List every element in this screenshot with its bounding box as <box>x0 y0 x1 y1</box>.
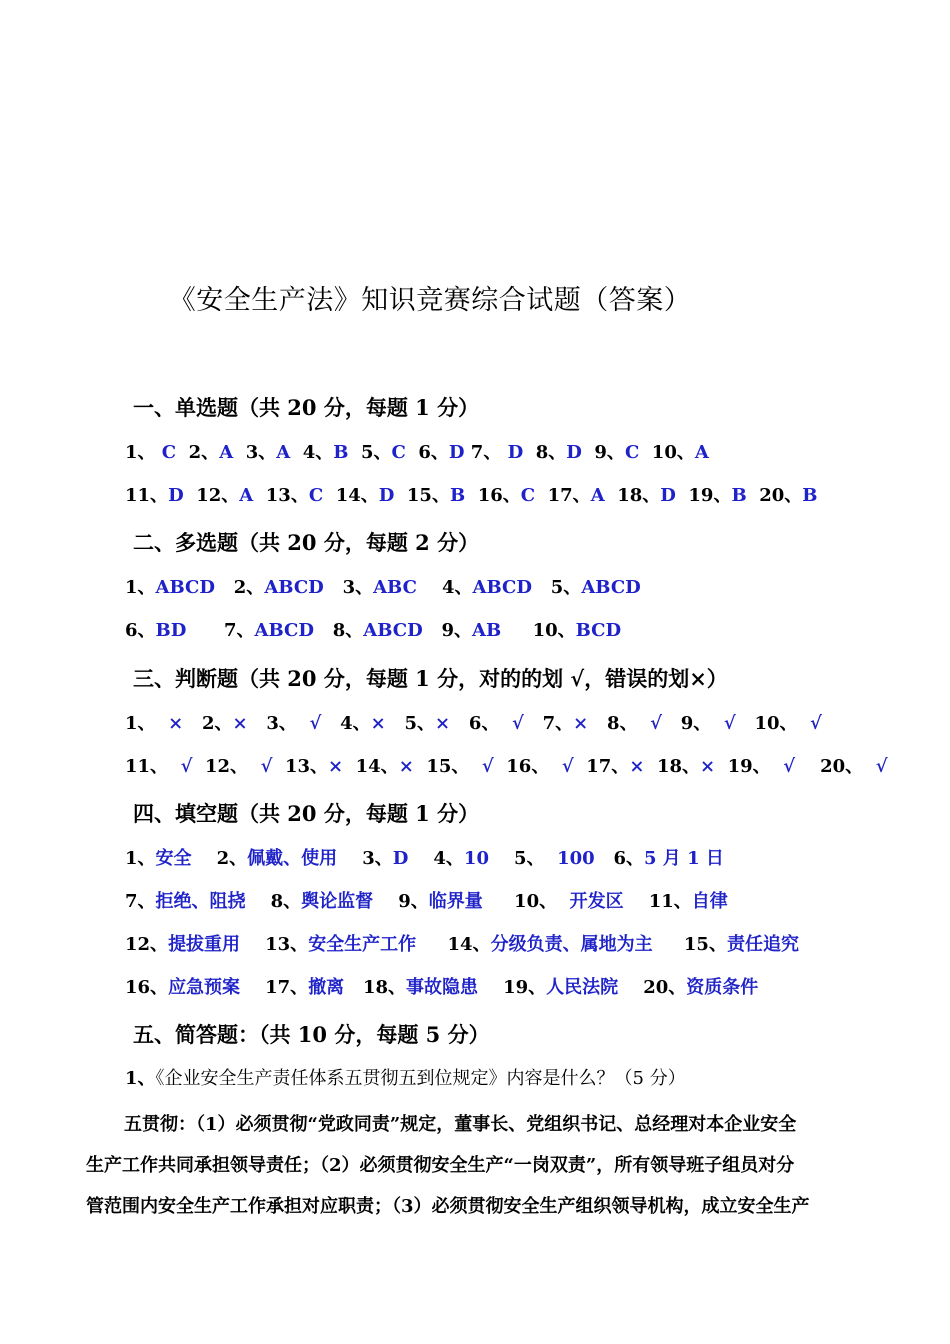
item-number: 6、 <box>405 442 449 463</box>
item-number: 9、 <box>422 620 473 641</box>
answer-value: D <box>448 442 465 463</box>
item-number: 14、 <box>343 756 399 777</box>
answer-value: A <box>219 442 234 463</box>
answer-value: ABCD <box>363 620 423 641</box>
answer-value: 应急预案 <box>168 977 241 998</box>
section-short-answer-heading: 五、简答题：（共 10 分，每题 5 分） <box>133 1022 490 1047</box>
answer-value: D <box>507 442 524 463</box>
true-false-row <box>125 752 888 778</box>
answer-value: √ <box>650 713 662 734</box>
multi-choice-row <box>125 573 641 599</box>
answer-value: 人民法院 <box>546 977 619 998</box>
fill-blank-row <box>125 973 758 999</box>
item-number: 7、 <box>125 891 156 912</box>
answer-paragraph <box>86 1104 866 1227</box>
item-number: 6、 <box>450 713 512 734</box>
answer-value: √ <box>511 713 524 734</box>
answer-value: √ <box>309 713 322 734</box>
answer-value: 事故隐患 <box>406 977 479 998</box>
item-number: 5、 <box>531 577 582 598</box>
multi-choice-row <box>125 616 621 642</box>
answer-value: C <box>308 485 324 506</box>
answer-value: D <box>168 485 184 506</box>
answer-value: ABCD <box>155 577 215 598</box>
item-number: 13、 <box>240 934 309 955</box>
item-number: 3、 <box>323 577 374 598</box>
item-number: 4、 <box>290 442 334 463</box>
item-number: 19、 <box>715 756 784 777</box>
item-number: 13、 <box>253 485 309 506</box>
answer-value: 资质条件 <box>686 977 759 998</box>
question-number: 1、 <box>125 1068 156 1089</box>
item-number: 9、 <box>373 891 429 912</box>
item-number: 3、 <box>337 848 393 869</box>
answer-value: √ <box>481 756 494 777</box>
answer-value: BCD <box>575 620 622 641</box>
item-number: 7、 <box>523 713 574 734</box>
item-number: 8、 <box>588 713 651 734</box>
answer-value: × <box>328 756 344 777</box>
answer-value: × <box>629 756 645 777</box>
answer-line: 生产工作共同承担领导责任；（2）必须贯彻安全生产“一岗双责”，所有领导班子组员对分 <box>86 1155 795 1176</box>
item-number: 6、 <box>125 620 156 641</box>
short-answer-question <box>125 1064 686 1090</box>
answer-value: 提拔重用 <box>168 934 241 955</box>
answer-value: × <box>370 713 386 734</box>
item-number: 11、 <box>125 485 169 506</box>
answer-value: D <box>566 442 582 463</box>
single-choice-row <box>125 438 709 464</box>
answer-value: ABCD <box>472 577 532 598</box>
item-number: 14、 <box>416 934 491 955</box>
section-single-choice-heading: 一、单选题（共 20 分，每题 1 分） <box>133 395 480 420</box>
section-multi-choice-heading: 二、多选题（共 20 分，每题 2 分） <box>133 530 480 555</box>
answer-value: B <box>731 485 747 506</box>
item-number: 1、 <box>125 848 156 869</box>
item-number: 2、 <box>183 713 233 734</box>
item-number: 1、 <box>125 713 169 734</box>
answer-value: × <box>168 713 184 734</box>
answer-value: C <box>520 485 536 506</box>
answer-value: A <box>590 485 605 506</box>
item-number: 17、 <box>535 485 591 506</box>
answer-value: √ <box>180 756 193 777</box>
item-number: 19、 <box>675 485 732 506</box>
answer-value: BD <box>155 620 187 641</box>
item-number: 9、 <box>661 713 724 734</box>
item-number: 15、 <box>652 934 727 955</box>
item-number: 1、 <box>125 442 162 463</box>
item-number: 5、 <box>488 848 558 869</box>
item-number: 10、 <box>639 442 695 463</box>
item-number: 8、 <box>523 442 567 463</box>
answer-value: 安全生产工作 <box>308 934 417 955</box>
single-choice-row <box>125 481 817 507</box>
item-number: 8、 <box>245 891 302 912</box>
answer-value: A <box>276 442 291 463</box>
answer-value: D <box>392 848 409 869</box>
answer-line: 五贯彻：（1）必须贯彻“党政同责”规定，董事长、党组织书记、总经理对本企业安全 <box>124 1114 797 1135</box>
answer-value: 10 <box>463 848 489 869</box>
answer-value: 分级负责、属地为主 <box>490 934 653 955</box>
true-false-row <box>125 709 822 735</box>
item-number: 10、 <box>501 620 576 641</box>
answer-value: 佩戴、使用 <box>247 848 338 869</box>
item-number: 8、 <box>313 620 364 641</box>
answer-value: C <box>391 442 406 463</box>
answer-value: 责任追究 <box>726 934 799 955</box>
answer-value: √ <box>810 713 822 734</box>
answer-value: D <box>378 485 395 506</box>
item-number: 2、 <box>191 848 248 869</box>
section-fill-blank-heading: 四、填空题（共 20 分，每题 1 分） <box>133 801 480 826</box>
answer-value: ABCD <box>264 577 324 598</box>
section-true-false-heading: 三、判断题（共 20 分，每题 1 分，对的的划 √，错误的划×） <box>133 666 728 691</box>
item-number: 4、 <box>408 848 464 869</box>
item-number: 20、 <box>795 756 876 777</box>
answer-value: × <box>700 756 716 777</box>
fill-blank-row <box>125 887 728 913</box>
answer-value: AB <box>472 620 502 641</box>
answer-line: 管范围内安全生产工作承担对应职责；（3）必须贯彻安全生产组织领导机构，成立安全生产 <box>86 1196 810 1217</box>
question-text: 《企业安全生产责任体系五贯彻五到位规定》内容是什么？（5 分） <box>155 1068 686 1089</box>
item-number: 10、 <box>735 713 811 734</box>
item-number: 6、 <box>594 848 645 869</box>
item-number: 7、 <box>464 442 508 463</box>
item-number: 18、 <box>604 485 661 506</box>
answer-value: √ <box>875 756 888 777</box>
item-number: 12、 <box>125 934 169 955</box>
answer-value: √ <box>260 756 273 777</box>
item-number: 16、 <box>125 977 169 998</box>
item-number: 15、 <box>394 485 450 506</box>
item-number: 18、 <box>344 977 407 998</box>
answer-value: × <box>232 713 248 734</box>
item-number: 12、 <box>192 756 261 777</box>
answer-value: C <box>161 442 177 463</box>
answer-value: 100 <box>557 848 595 869</box>
document-title: 《安全生产法》知识竞赛综合试题（答案） <box>168 285 692 316</box>
answer-value: 5 月 1 日 <box>644 848 724 869</box>
item-number: 5、 <box>348 442 392 463</box>
item-number: 16、 <box>493 756 562 777</box>
answer-value: 自律 <box>691 891 728 912</box>
answer-value: 撤离 <box>308 977 345 998</box>
fill-blank-row <box>125 930 799 956</box>
item-number: 15、 <box>413 756 482 777</box>
answer-value: A <box>239 485 254 506</box>
answer-value: √ <box>783 756 796 777</box>
item-number: 11、 <box>125 756 181 777</box>
answer-value: 舆论监督 <box>301 891 374 912</box>
answer-value: B <box>333 442 349 463</box>
fill-blank-row <box>125 844 724 870</box>
answer-value: √ <box>723 713 736 734</box>
item-number: 10、 <box>482 891 570 912</box>
item-number: 7、 <box>186 620 255 641</box>
item-number: 12、 <box>183 485 240 506</box>
item-number: 18、 <box>644 756 700 777</box>
item-number: 3、 <box>247 713 310 734</box>
item-number: 2、 <box>214 577 265 598</box>
answer-value: B <box>802 485 818 506</box>
item-number: 17、 <box>573 756 630 777</box>
item-number: 19、 <box>478 977 547 998</box>
answer-value: ABCD <box>254 620 314 641</box>
item-number: 20、 <box>618 977 687 998</box>
item-number: 14、 <box>323 485 379 506</box>
item-number: 17、 <box>240 977 309 998</box>
answer-value: ABC <box>373 577 417 598</box>
item-number: 20、 <box>746 485 803 506</box>
answer-value: × <box>573 713 589 734</box>
answer-value: 开发区 <box>569 891 624 912</box>
item-number: 13、 <box>272 756 328 777</box>
item-number: 1、 <box>125 577 156 598</box>
item-number: 5、 <box>385 713 436 734</box>
item-number: 4、 <box>416 577 473 598</box>
item-number: 11、 <box>623 891 692 912</box>
answer-value: A <box>694 442 709 463</box>
answer-value: B <box>449 485 466 506</box>
item-number: 9、 <box>581 442 625 463</box>
answer-value: ABCD <box>581 577 641 598</box>
item-number: 2、 <box>176 442 220 463</box>
answer-value: × <box>398 756 414 777</box>
answer-value: × <box>435 713 451 734</box>
item-number: 16、 <box>465 485 521 506</box>
answer-value: √ <box>561 756 574 777</box>
answer-value: C <box>624 442 640 463</box>
item-number: 4、 <box>321 713 371 734</box>
item-number: 3、 <box>233 442 277 463</box>
answer-value: 安全 <box>155 848 192 869</box>
answer-value: 临界量 <box>428 891 483 912</box>
answer-value: 拒绝、阻挠 <box>155 891 246 912</box>
answer-value: D <box>660 485 676 506</box>
